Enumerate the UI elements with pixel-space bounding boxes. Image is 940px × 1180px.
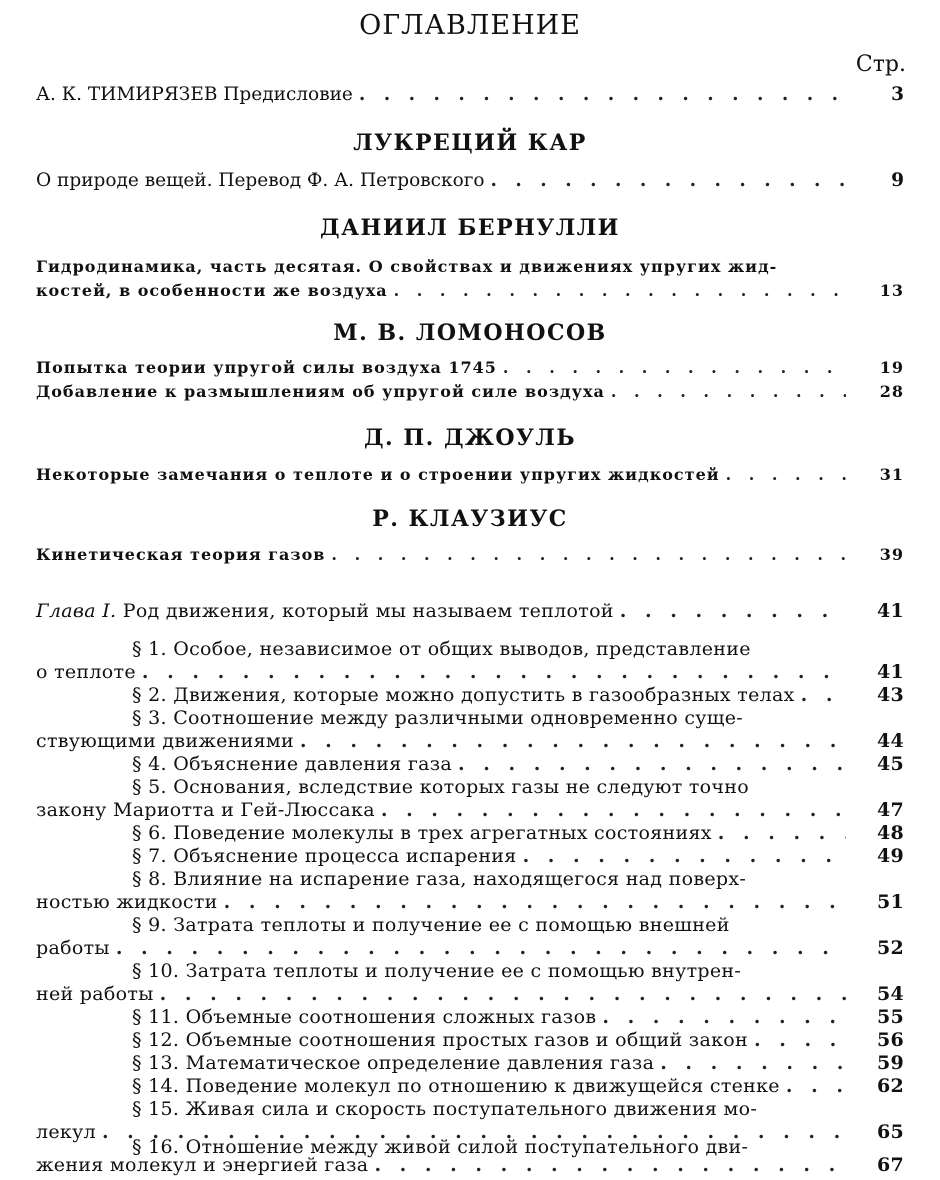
author-heading-joule: Д. П. ДЖОУЛЬ (363, 425, 577, 451)
chapter-title: Род движения, который мы называем теплотой (122, 600, 614, 622)
entry-title: А. К. ТИМИРЯЗЕВ Предисловие (36, 84, 353, 105)
entry-page: 44 (876, 730, 904, 752)
entry-page: 9 (891, 170, 904, 191)
author-heading-lomonosov: М. В. ЛОМОНОСОВ (333, 320, 607, 346)
entry-title: работы (36, 937, 110, 959)
leader-dots (620, 598, 846, 624)
entry-title (36, 598, 614, 624)
entry-title: ней работы (36, 983, 154, 1005)
section-5-first-line: § 5. Основания, вследствие которых газы не следуют точно (132, 776, 749, 798)
toc-entry-bernoulli (36, 278, 904, 304)
entry-title: костей, в особенности же воздуха (36, 281, 388, 300)
author-heading-bernoulli: ДАНИИЛ БЕРНУЛЛИ (320, 215, 620, 241)
entry-page: 41 (876, 661, 904, 683)
page-title: ОГЛАВЛЕНИЕ (359, 10, 581, 41)
page-column-label: Стр. (855, 52, 906, 77)
entry-page: 45 (876, 753, 904, 775)
section-1-first-line: § 1. Особое, независимое от общих выводов, представление (132, 638, 751, 660)
toc-entry-preface (36, 82, 904, 108)
entry-page: 51 (876, 891, 904, 913)
entry-page: 56 (876, 1029, 904, 1051)
section-10-first-line: § 10. Затрата теплоты и получение ее с помощью внутрен- (132, 960, 742, 982)
toc-entry-lomonosov-1 (36, 355, 904, 381)
entry-page: 54 (876, 983, 904, 1005)
toc-entry-chapter-1 (36, 598, 904, 624)
entry-page: 65 (876, 1121, 904, 1143)
entry-title: § 12. Объемные соотношения простых газов и общий закон (132, 1029, 748, 1051)
entry-first-line: Гидродинамика, часть десятая. О свойствах и движениях упругих жид- (36, 257, 778, 276)
author-heading-clausius: Р. КЛАУЗИУС (372, 506, 568, 532)
leader-dots (491, 168, 846, 194)
toc-section-16 (36, 1152, 904, 1178)
entry-title: § 11. Объемные соотношения сложных газов (132, 1006, 597, 1028)
entry-page: 31 (879, 465, 904, 484)
entry-title: Некоторые замечания о теплоте и о строении упругих жидкостей (36, 465, 720, 484)
entry-page: 67 (876, 1154, 904, 1176)
entry-page: 62 (876, 1075, 904, 1097)
entry-page: 13 (879, 281, 904, 300)
leader-dots (331, 542, 846, 568)
chapter-prefix: Глава I. (36, 600, 117, 622)
entry-page: 49 (876, 845, 904, 867)
leader-dots (374, 1152, 846, 1178)
entry-page: 39 (879, 545, 904, 564)
section-9-first-line: § 9. Затрата теплоты и получение ее с помощью внешней (132, 914, 730, 936)
entry-page: 59 (876, 1052, 904, 1074)
section-16-first-line: § 16. Отношение между живой силой поступательного дви- (132, 1136, 749, 1158)
leader-dots (503, 355, 846, 381)
entry-title: О природе вещей. Перевод Ф. А. Петровского (36, 170, 485, 191)
author-heading-lucretius: ЛУКРЕЦИЙ КАР (353, 130, 587, 156)
entry-page: 41 (876, 600, 904, 622)
leader-dots (611, 379, 846, 405)
entry-page: 19 (879, 358, 904, 377)
entry-title: § 6. Поведение молекулы в трех агрегатных состояниях (132, 822, 712, 844)
toc-entry-joule (36, 462, 904, 488)
toc-entry-lomonosov-2 (36, 379, 904, 405)
entry-title: жения молекул и энергией газа (36, 1154, 369, 1176)
entry-title: § 2. Движения, которые можно допустить в газообразных телах (132, 684, 795, 706)
section-8-first-line: § 8. Влияние на испарение газа, находящегося над поверх- (132, 868, 747, 890)
entry-title: Попытка теории упругой силы воздуха 1745 (36, 358, 497, 377)
leader-dots (726, 462, 846, 488)
entry-page: 47 (876, 799, 904, 821)
entry-title: ствующими движениями (36, 730, 294, 752)
entry-page: 55 (876, 1006, 904, 1028)
leader-dots (394, 278, 846, 304)
toc-entry-lucretius (36, 168, 904, 194)
entry-page: 48 (876, 822, 904, 844)
section-3-first-line: § 3. Соотношение между различными одновременно суще- (132, 707, 744, 729)
entry-title: ностью жидкости (36, 891, 218, 913)
entry-page: 3 (891, 84, 904, 105)
entry-page: 28 (879, 382, 904, 401)
entry-title: Добавление к размышлениям об упругой силе воздуха (36, 382, 605, 401)
entry-title: § 7. Объяснение процесса испарения (132, 845, 517, 867)
entry-page: 43 (876, 684, 904, 706)
entry-title: § 13. Математическое определение давления газа (132, 1052, 655, 1074)
toc-entry-clausius (36, 542, 904, 568)
entry-title: § 14. Поведение молекул по отношению к движущейся стенке (132, 1075, 780, 1097)
entry-title: Кинетическая теория газов (36, 545, 326, 564)
entry-title: лекул (36, 1121, 96, 1143)
entry-page: 52 (876, 937, 904, 959)
leader-dots (359, 82, 846, 108)
entry-title: закону Мариотта и Гей-Люссака (36, 799, 375, 821)
section-15-first-line: § 15. Живая сила и скорость поступательного движения мо- (132, 1098, 758, 1120)
entry-title: о теплоте (36, 661, 136, 683)
entry-title: § 4. Объяснение давления газа (132, 753, 453, 775)
